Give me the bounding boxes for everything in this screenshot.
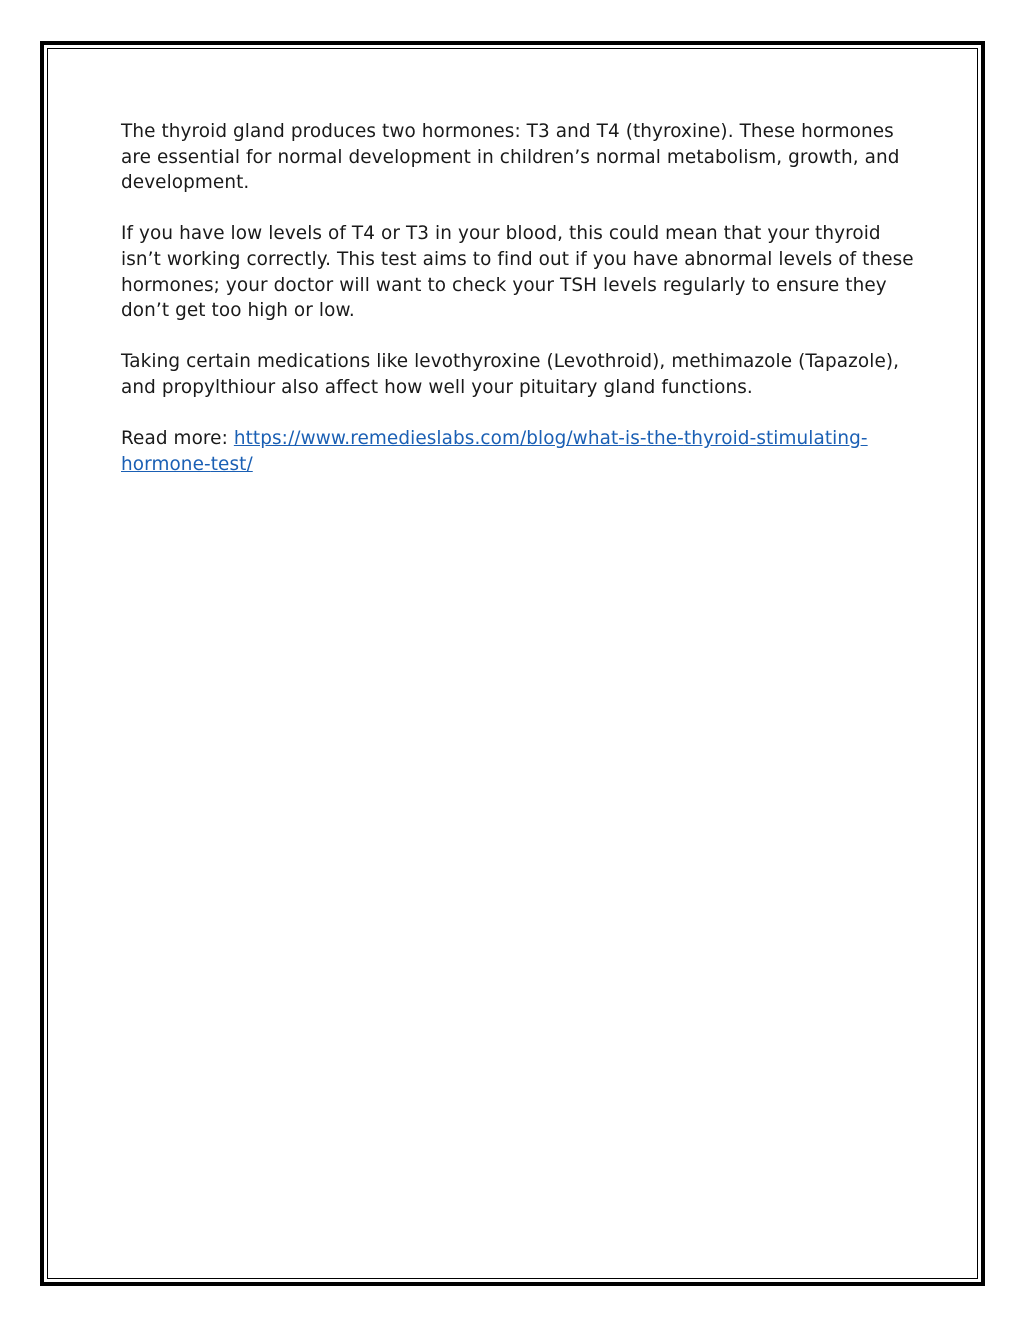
paragraph-low-levels: If you have low levels of T4 or T3 in your blood, this could mean that your thyroid isn’t working correctly. This test aims to find out if you have abnormal levels of these hormones; your doctor will want to check your TSH levels regularly to ensure they don’t get too high or low. bbox=[121, 223, 914, 322]
paragraph-thyroid-hormones: The thyroid gland produces two hormones: T3 and T4 (thyroxine). These hormones are essential for normal development in children’s normal metabolism, growth, and development. bbox=[121, 121, 900, 194]
read-more-line bbox=[121, 426, 921, 477]
read-more-link[interactable]: https://www.remedieslabs.com/blog/what-is-the-thyroid-stimulating-hormone-test/ bbox=[121, 428, 868, 475]
paragraph-medications: Taking certain medications like levothyroxine (Levothroid), methimazole (Tapazole), and propylthiour also affect how well your pituitary gland functions. bbox=[121, 351, 900, 398]
document-body bbox=[121, 119, 921, 503]
read-more-label: Read more: bbox=[121, 428, 234, 450]
